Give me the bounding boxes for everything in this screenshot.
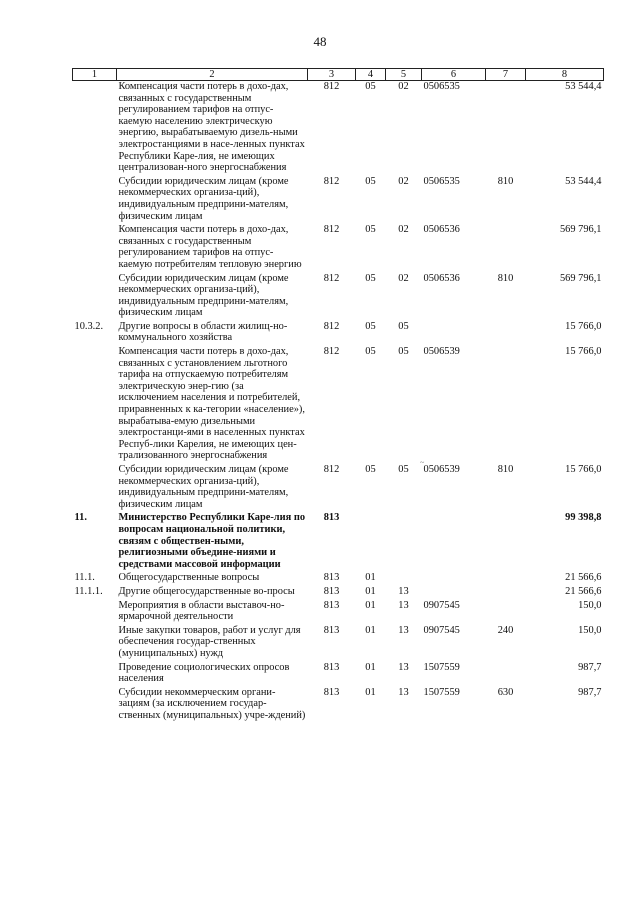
row-expense-type: 630: [497, 686, 514, 698]
row-target-code: 0506536: [423, 272, 460, 284]
row-subsection: 13: [398, 624, 409, 636]
row-section: 05: [365, 464, 376, 475]
row-target-code: 0506535: [423, 175, 460, 187]
row-subsection: 05: [398, 346, 409, 358]
row-expense-type: [486, 586, 526, 600]
row-ministry-code: 812: [323, 320, 340, 332]
table-row: [73, 600, 604, 625]
table-row: [73, 321, 604, 346]
row-name: Общегосударственные вопросы: [118, 572, 260, 584]
column-header: 3: [308, 69, 356, 81]
row-amount: 21 566,6: [565, 572, 602, 584]
table-row: [73, 273, 604, 321]
scan-mark: ~: [420, 458, 425, 467]
row-target-code: 0907545: [423, 624, 460, 636]
row-subsection: [386, 572, 422, 586]
row-expense-type: [486, 572, 526, 586]
table-body: [73, 81, 604, 724]
row-target-code: 0506539: [423, 464, 460, 475]
row-ministry-code: 813: [323, 686, 340, 698]
table-row: [73, 81, 604, 176]
row-ministry-code: 812: [323, 224, 340, 236]
row-amount: 15 766,0: [565, 346, 602, 358]
row-subsection: [386, 512, 422, 572]
row-ministry-code: 813: [323, 585, 340, 597]
row-target-code: 0506539: [423, 346, 460, 358]
row-name: Компенсация части потерь в дохо-дах, связанных с государственным регулированием тарифов на отпус-каемую населению электрическую энергию, вырабатываемую дизель-ными электростанциями в насе-ленных пунктах Республики Каре-лия, не имеющих централизован-ного энергоснабжения: [118, 81, 305, 174]
row-ministry-code: 813: [323, 624, 340, 636]
row-number: [73, 625, 117, 662]
column-header: 7: [486, 69, 526, 81]
row-amount: 21 566,6: [565, 585, 602, 597]
table-row: [73, 625, 604, 662]
row-number: [73, 81, 117, 176]
page-number: 48: [313, 34, 327, 49]
row-subsection: 13: [398, 686, 409, 698]
row-number: 11.: [74, 512, 87, 524]
row-ministry-code: 813: [323, 661, 340, 673]
row-subsection: 13: [398, 585, 409, 597]
row-section: 05: [365, 175, 376, 187]
row-section: 01: [365, 599, 376, 611]
row-section: 05: [365, 272, 376, 284]
row-ministry-code: 812: [323, 272, 340, 284]
row-number: [73, 224, 117, 272]
row-subsection: 02: [398, 81, 409, 92]
row-name: Субсидии юридическим лицам (кроме некоммерческих организа-ций), индивидуальным предприни-мателям, физическим лицам: [118, 175, 289, 222]
row-ministry-code: 812: [323, 464, 340, 475]
column-header: 4: [356, 69, 386, 81]
row-amount: 15 766,0: [565, 320, 602, 332]
row-section: 01: [365, 585, 376, 597]
row-ministry-code: 813: [323, 512, 340, 524]
column-header: 6: [422, 69, 486, 81]
row-section: 01: [365, 624, 376, 636]
row-name: Другие общегосударственные во-просы: [118, 585, 295, 597]
row-name: Проведение социологических опросов населения: [118, 661, 290, 685]
row-name: Субсидии юридическим лицам (кроме некоммерческих организа-ций), индивидуальным предприни-мателям, физическим лицам: [118, 464, 289, 510]
row-amount: 150,0: [578, 624, 602, 636]
column-header: 1: [73, 69, 117, 81]
row-name: Субсидии некоммерческим органи-зациям (за исключением государ-ственных (муниципальных) учре-ждений): [118, 686, 306, 721]
row-target-code: 1507559: [423, 686, 460, 698]
table-row: [73, 224, 604, 272]
row-section: 05: [365, 81, 376, 92]
row-number: [73, 176, 117, 224]
column-header: 8: [526, 69, 604, 81]
row-name: Другие вопросы в области жилищ-но-коммунального хозяйства: [118, 320, 288, 344]
row-name: Компенсация части потерь в дохо-дах, связанных с установлением льготного тарифа на отпускаемую потребителям электрическую энер-гию (за исключением населения и потребителей, приравненных к ка-тегории «население»), вырабатыва-емую дизельными электростанци-ями в населенных пунктах Респуб-лики Карелия, не имеющих цен-трализованного энергоснабжения: [118, 346, 305, 462]
row-section: 05: [365, 224, 376, 236]
table-row: [73, 687, 604, 724]
row-section: 01: [365, 686, 376, 698]
row-expense-type: 810: [497, 464, 514, 475]
row-expense-type: [486, 600, 526, 625]
row-amount: 53 544,4: [565, 175, 602, 187]
row-section: [356, 512, 386, 572]
row-number: [73, 273, 117, 321]
row-section: 01: [365, 572, 376, 584]
row-expense-type: [486, 321, 526, 346]
row-subsection: 13: [398, 599, 409, 611]
row-number: [73, 600, 117, 625]
row-number: [73, 346, 117, 464]
row-target-code: [422, 586, 486, 600]
row-expense-type: [486, 81, 526, 176]
row-expense-type: [486, 224, 526, 272]
row-ministry-code: 812: [323, 81, 340, 92]
row-expense-type: 810: [497, 272, 514, 284]
row-subsection: 02: [398, 272, 409, 284]
row-section: 05: [365, 346, 376, 358]
row-amount: 53 544,4: [565, 81, 602, 92]
row-expense-type: [486, 512, 526, 572]
row-ministry-code: 812: [323, 346, 340, 358]
row-name: Министерство Республики Каре-лия по вопросам национальной политики, связям с обществен-ными, религиозными объедине-ниями и средствами массовой информации: [118, 512, 306, 570]
row-ministry-code: 812: [323, 175, 340, 187]
row-expense-type: 240: [497, 624, 514, 636]
row-section: 05: [365, 320, 376, 332]
column-header: 5: [386, 69, 422, 81]
row-amount: 987,7: [578, 686, 602, 698]
row-number: 11.1.: [74, 572, 95, 584]
row-amount: 987,7: [578, 661, 602, 673]
row-target-code: 0506536: [423, 224, 460, 236]
row-target-code: [422, 572, 486, 586]
row-expense-type: 810: [497, 175, 514, 187]
row-name: Субсидии юридическим лицам (кроме некоммерческих организа-ций), индивидуальным предприни-мателям, физическим лицам: [118, 272, 289, 319]
row-target-code: [422, 512, 486, 572]
row-number: 11.1.1.: [74, 585, 103, 597]
row-name: Иные закупки товаров, работ и услуг для обеспечения государ-ственных (муниципальных) нужд: [118, 624, 301, 659]
table-row: [73, 464, 604, 512]
row-amount: 569 796,1: [559, 224, 602, 236]
row-subsection: 02: [398, 224, 409, 236]
row-number: 10.3.2.: [74, 320, 104, 332]
table-row: [73, 176, 604, 224]
table-row: [73, 586, 604, 600]
table-header-row: [73, 69, 604, 81]
row-expense-type: [486, 662, 526, 687]
row-subsection: 05: [398, 320, 409, 332]
row-amount: 99 398,8: [565, 512, 602, 524]
row-subsection: 13: [398, 661, 409, 673]
row-name: Мероприятия в области выставоч-но-ярмарочной деятельности: [118, 599, 285, 623]
table-row: [73, 662, 604, 687]
row-target-code: 0907545: [423, 599, 460, 611]
row-amount: 150,0: [578, 599, 602, 611]
row-subsection: 05: [398, 464, 409, 475]
row-target-code: 1507559: [423, 661, 460, 673]
column-header: 2: [117, 69, 308, 81]
row-target-code: [422, 321, 486, 346]
row-amount: 569 796,1: [559, 272, 602, 284]
row-ministry-code: 813: [323, 599, 340, 611]
budget-table: [72, 68, 604, 723]
row-ministry-code: 813: [323, 572, 340, 584]
row-number: [73, 662, 117, 687]
row-amount: 15 766,0: [565, 464, 602, 475]
row-target-code: 0506535: [423, 81, 460, 92]
row-section: 01: [365, 661, 376, 673]
table-row: [73, 572, 604, 586]
row-name: Компенсация части потерь в дохо-дах, связанных с государственным регулированием тарифов на отпус-каемую потребителям тепловую энергию: [118, 224, 302, 270]
row-number: [73, 687, 117, 724]
row-expense-type: [486, 346, 526, 464]
table-row: [73, 512, 604, 572]
row-number: [73, 464, 117, 512]
row-subsection: 02: [398, 175, 409, 187]
table-row: [73, 346, 604, 464]
